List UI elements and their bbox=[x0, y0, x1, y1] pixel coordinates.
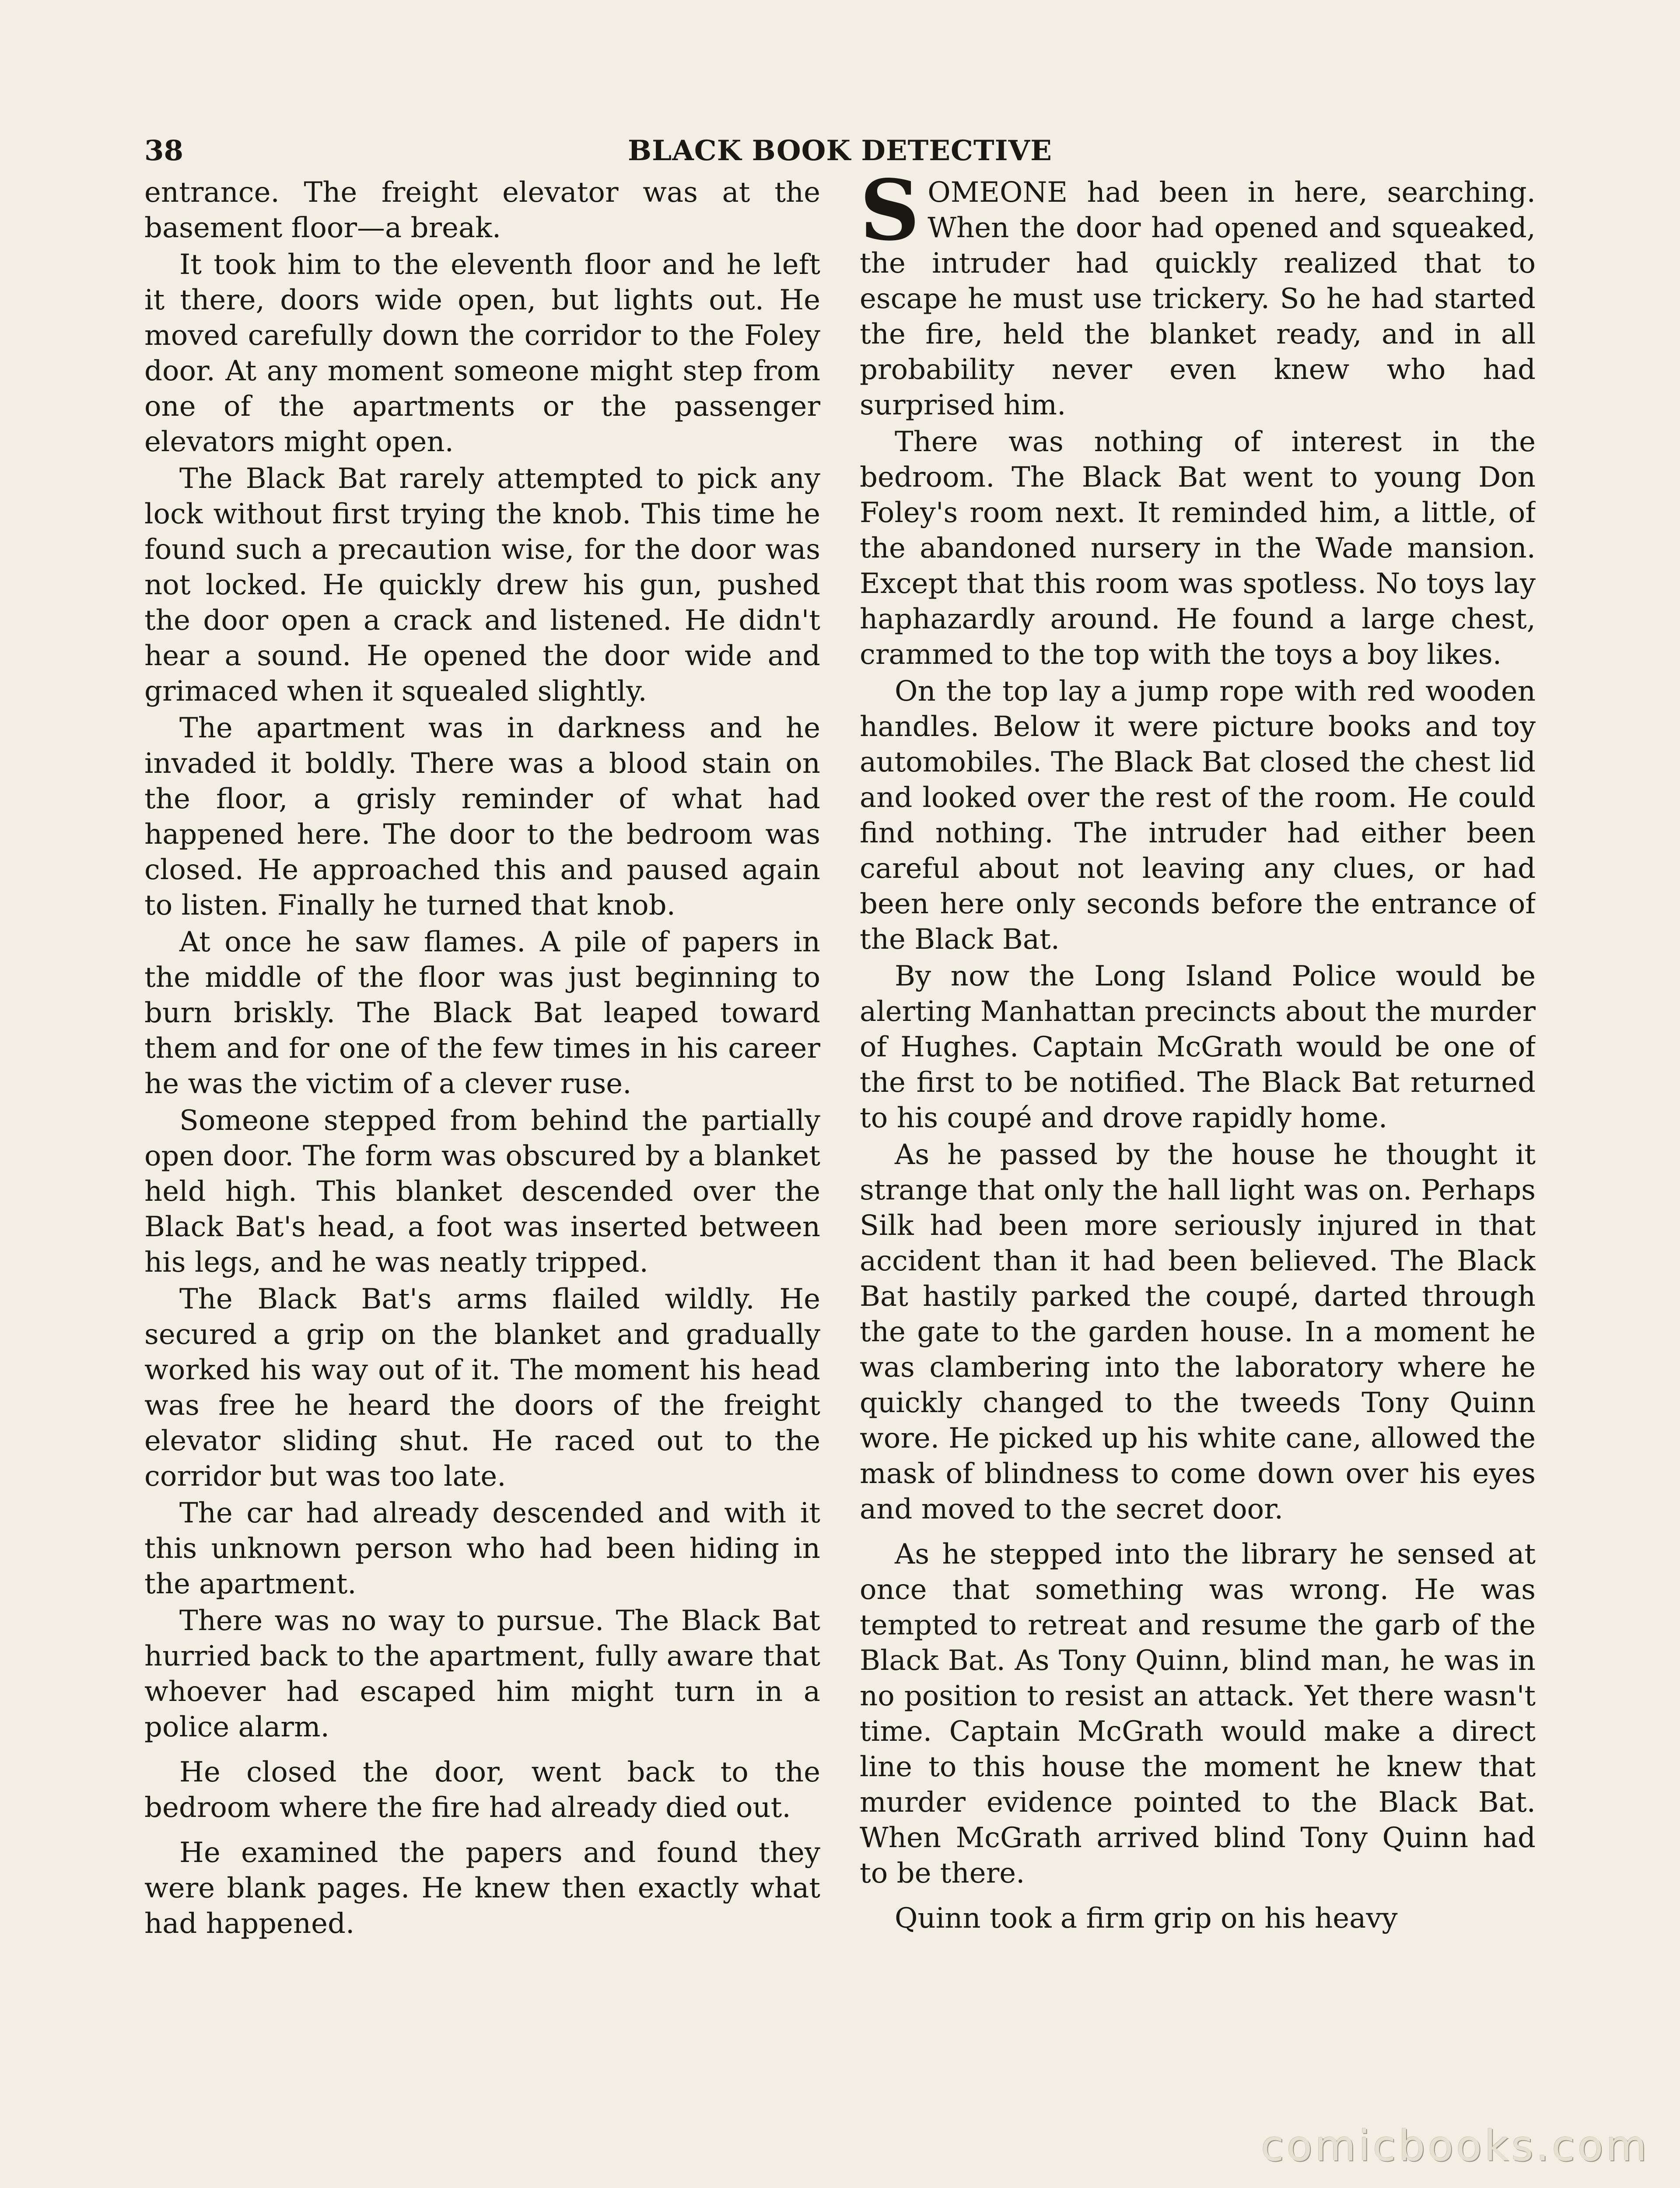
paragraph: Quinn took a firm grip on his heavy bbox=[895, 1902, 1398, 1935]
paragraph: Someone stepped from behind the partially open door. The form was obscured by a blanket held high. This blanket descended over the Black Bat's head, a foot was inserted between his legs, and he was neatly tripped. bbox=[144, 1105, 820, 1279]
text-columns bbox=[144, 175, 1536, 2044]
right-column bbox=[860, 175, 1536, 2044]
paragraph: By now the Long Island Police would be alerting Manhattan precincts about the murder of Hughes. Captain McGrath would be one of the first to be notified. The Black Bat returned to his coupé and drove rapidly home. bbox=[860, 960, 1536, 1134]
running-title: BLACK BOOK DETECTIVE bbox=[628, 134, 1052, 167]
paragraph: There was no way to pursue. The Black Bat hurried back to the apartment, fully aware that whoever had escaped him might turn in a police alarm. bbox=[144, 1605, 820, 1743]
paragraph: The Black Bat rarely attempted to pick any lock without first trying the knob. This time he found such a precaution wise, for the door was not locked. He quickly drew his gun, pushed the door open a crack and listened. He didn't hear a sound. He opened the door wide and grimaced when it squealed slightly. bbox=[144, 463, 820, 708]
paragraph: He closed the door, went back to the bedroom where the fire had already died out. bbox=[144, 1756, 820, 1824]
paragraph: As he passed by the house he thought it strange that only the hall light was on. Perhaps Silk had been more seriously injured in that accident than it had been believed. The Black Bat hastily parked the coupé, darted through the gate to the garden house. In a moment he was clambering into the laboratory where he quickly changed to the tweeds Tony Quinn wore. He picked up his white cane, allowed the mask of blindness to come down over his eyes and moved to the secret door. bbox=[860, 1139, 1536, 1525]
drop-cap: S bbox=[860, 175, 920, 259]
paragraph: The apartment was in darkness and he invaded it boldly. There was a blood stain on the floor, a grisly reminder of what had happened here. The door to the bedroom was closed. He approached this and paused again to listen. Finally he turned that knob. bbox=[144, 712, 820, 922]
paragraph: There was nothing of interest in the bedroom. The Black Bat went to young Don Foley's room next. It reminded him, a little, of the abandoned nursery in the Wade mansion. Except that this room was spotless. No toys lay haphazardly around. He found a large chest, crammed to the top with the toys a boy likes. bbox=[860, 426, 1536, 671]
paragraph: entrance. The freight elevator was at the basement floor—a break. bbox=[144, 176, 820, 244]
paragraph: The car had already descended and with it this unknown person who had been hiding in the apartment. bbox=[144, 1497, 820, 1600]
paragraph: On the top lay a jump rope with red wooden handles. Below it were picture books and toy automobiles. The Black Bat closed the chest lid and looked over the rest of the room. He could find nothing. The intruder had either been careful about not leaving any clues, or had been here only seconds before the entrance of the Black Bat. bbox=[860, 675, 1536, 956]
opening-paragraph bbox=[860, 175, 1536, 423]
paragraph: It took him to the eleventh floor and he left it there, doors wide open, but lights out. He moved carefully down the corridor to the Foley door. At any moment someone might step from one of the apartments or the passenger elevators might open. bbox=[144, 249, 820, 458]
page-number: 38 bbox=[144, 134, 184, 167]
paragraph: He examined the papers and found they were blank pages. He knew then exactly what had happened. bbox=[144, 1837, 820, 1940]
left-column bbox=[144, 175, 820, 2044]
paragraph: As he stepped into the library he sensed at once that something was wrong. He was tempted to retreat and resume the garb of the Black Bat. As Tony Quinn, blind man, he was in no position to resist an attack. Yet there wasn't time. Captain McGrath would make a direct line to this house the moment he knew that murder evidence pointed to the Black Bat. When McGrath arrived blind Tony Quinn had to be there. bbox=[860, 1538, 1536, 1890]
running-header bbox=[144, 131, 1536, 171]
opening-paragraph-text: OMEONE had been in here, searching. When the door had opened and squeaked, the intruder had quickly realized that to escape he must use trickery. So he had started the fire, held the blanket ready, and in all probability never even knew who had surprised him. bbox=[860, 176, 1536, 421]
watermark-logo: comicbooks.com bbox=[1260, 2121, 1649, 2170]
paragraph: The Black Bat's arms flailed wildly. He secured a grip on the blanket and gradually worked his way out of it. The moment his head was free he heard the doors of the freight elevator sliding shut. He raced out to the corridor but was too late. bbox=[144, 1283, 820, 1493]
paragraph: At once he saw flames. A pile of papers in the middle of the floor was just beginning to burn briskly. The Black Bat leaped toward them and for one of the few times in his career he was the victim of a clever ruse. bbox=[144, 926, 820, 1100]
